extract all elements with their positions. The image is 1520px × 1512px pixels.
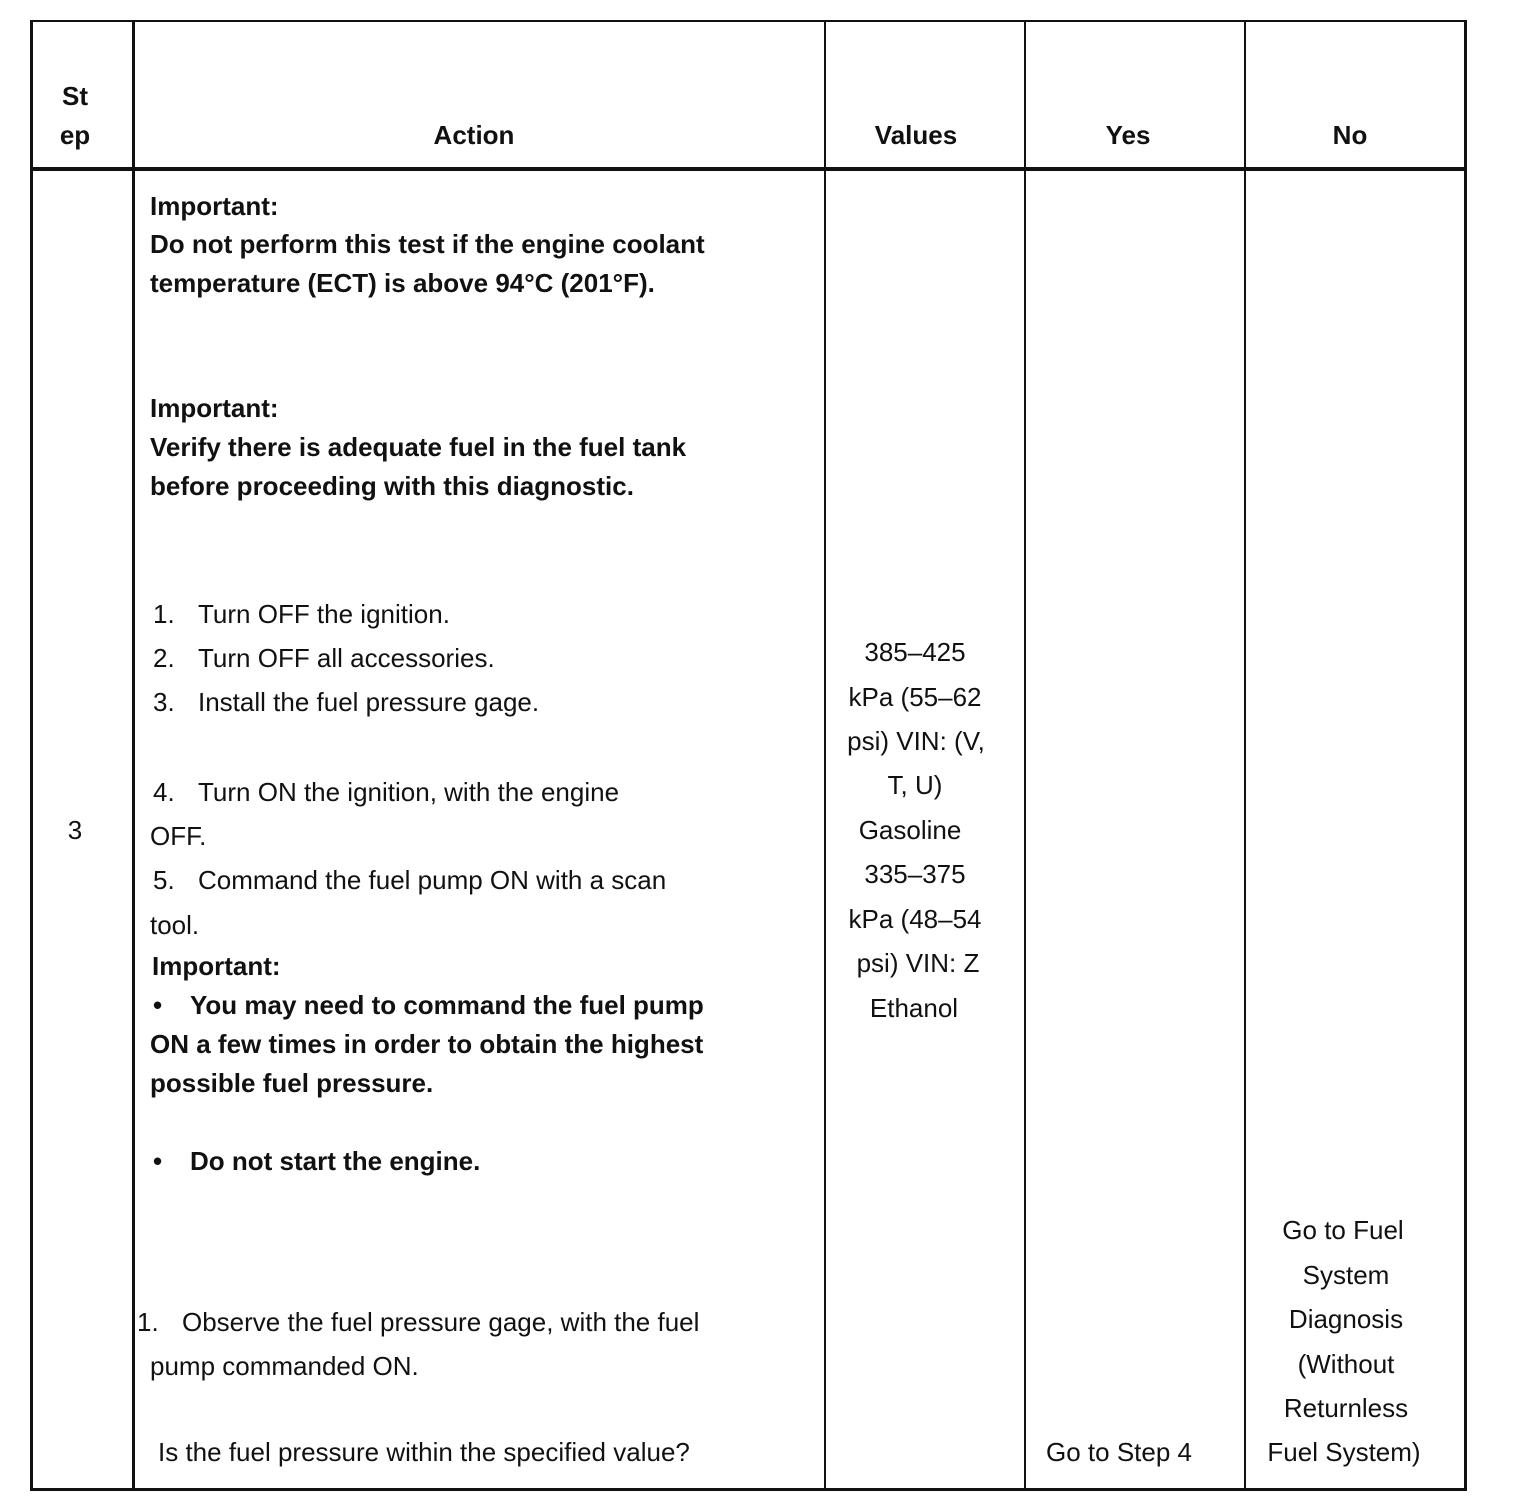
table-bottom-border — [30, 1488, 1467, 1491]
column-divider-yes — [1244, 20, 1246, 1491]
bullet-text-line: ON a few times in order to obtain the highest — [150, 1029, 704, 1059]
no-cell-line: (Without — [1297, 1349, 1395, 1379]
important-label: Important: — [150, 393, 279, 423]
list-item-continuation: OFF. — [150, 821, 207, 851]
value-line: kPa (48–54 — [848, 904, 982, 934]
value-line: 385–425 — [864, 637, 966, 667]
important-note-line: Verify there is adequate fuel in the fuel tank — [150, 432, 687, 462]
no-cell-line: Fuel System) — [1267, 1437, 1421, 1467]
list-item-text: Turn OFF the ignition. — [198, 599, 450, 629]
observe-step-line: Observe the fuel pressure gage, with the fuel — [182, 1307, 700, 1337]
list-item-number: 2. — [153, 643, 175, 673]
question-text: Is the fuel pressure within the specified value? — [158, 1437, 690, 1467]
list-item-text: Install the fuel pressure gage. — [198, 687, 540, 717]
list-item-continuation: tool. — [150, 910, 200, 940]
list-item-text: Turn ON the ignition, with the engine — [198, 777, 620, 807]
list-item-number: 3. — [153, 687, 175, 717]
list-item-text: Turn OFF all accessories. — [198, 643, 495, 673]
header-values: Values — [874, 120, 958, 150]
column-divider-values — [1024, 20, 1026, 1491]
value-line: Ethanol — [869, 993, 959, 1023]
bullet-text-line: possible fuel pressure. — [150, 1068, 434, 1098]
list-item-number: 5. — [153, 865, 175, 895]
header-action: Action — [433, 120, 515, 150]
list-item-number: 1. — [153, 599, 175, 629]
no-cell-line: Diagnosis — [1288, 1304, 1404, 1334]
list-item-text: Command the fuel pump ON with a scan — [198, 865, 667, 895]
bullet-icon: • — [153, 1146, 163, 1176]
important-note-line: Do not perform this test if the engine coolant — [150, 229, 705, 259]
header-yes: Yes — [1105, 120, 1151, 150]
yes-cell-text: Go to Step 4 — [1046, 1437, 1192, 1467]
no-cell-line: Returnless — [1283, 1393, 1409, 1423]
table-top-border — [30, 20, 1467, 22]
column-divider-step — [132, 20, 135, 1491]
no-cell-line: Go to Fuel — [1282, 1215, 1404, 1245]
value-line: T, U) — [887, 770, 943, 800]
bullet-icon: • — [153, 990, 163, 1020]
observe-step-line: pump commanded ON. — [150, 1351, 419, 1381]
value-line: psi) VIN: Z — [856, 948, 980, 978]
important-note-line: temperature (ECT) is above 94°C (201°F). — [150, 268, 655, 298]
header-step-line2: ep — [59, 120, 91, 150]
important-note-line: before proceeding with this diagnostic. — [150, 471, 634, 501]
value-line: Gasoline — [858, 815, 962, 845]
no-cell-line: System — [1302, 1260, 1390, 1290]
header-bottom-border — [30, 167, 1467, 171]
value-line: kPa (55–62 — [848, 682, 982, 712]
header-step-line1: St — [62, 81, 88, 111]
important-label: Important: — [150, 191, 279, 221]
table-left-border — [30, 20, 33, 1491]
header-no: No — [1332, 120, 1368, 150]
bullet-text-line: Do not start the engine. — [190, 1146, 481, 1176]
bullet-text-line: You may need to command the fuel pump — [190, 990, 704, 1020]
column-divider-action — [824, 20, 826, 1491]
table-right-border — [1464, 20, 1467, 1491]
list-item-number: 4. — [153, 777, 175, 807]
important-label: Important: — [152, 951, 281, 981]
step-number: 3 — [67, 815, 83, 845]
value-line: psi) VIN: (V, — [847, 726, 985, 756]
value-line: 335–375 — [864, 859, 966, 889]
observe-step-number: 1. — [137, 1307, 159, 1337]
